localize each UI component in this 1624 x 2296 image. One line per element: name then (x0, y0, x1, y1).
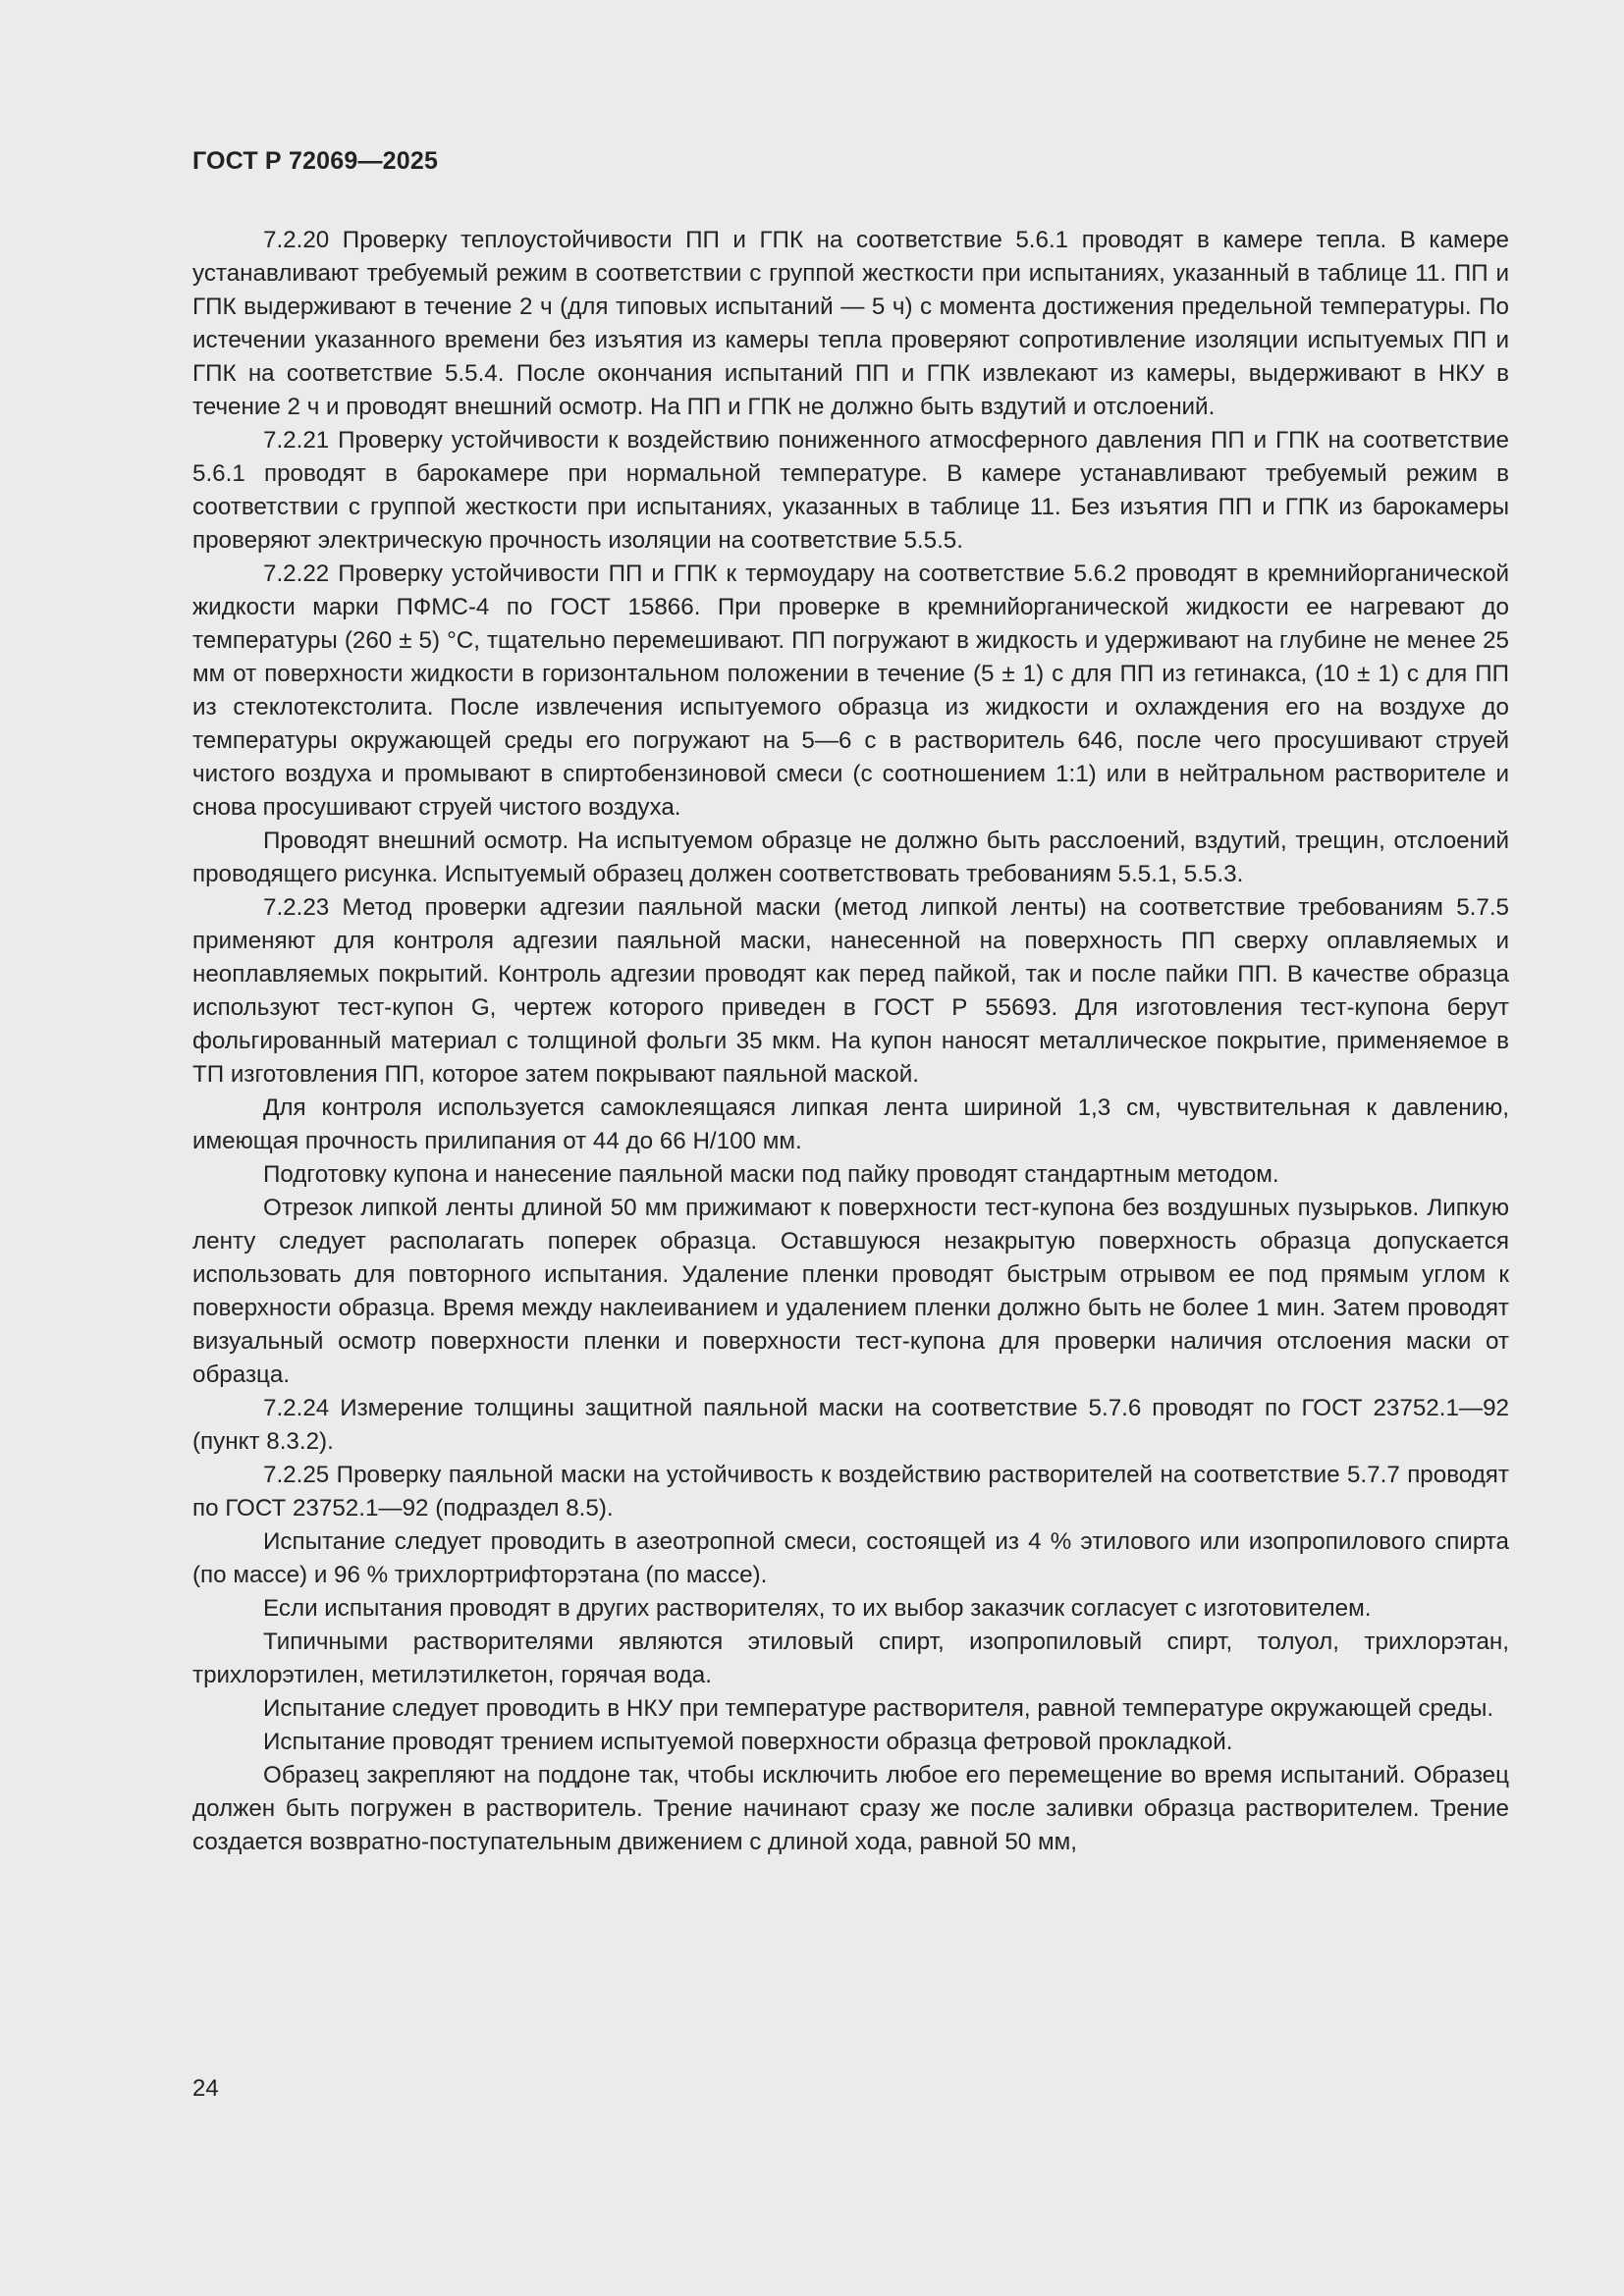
paragraph-7-2-23: 7.2.23 Метод проверки адгезии паяльной маски (метод липкой ленты) на соответствие требованиям 5.7.5 применяют для контроля адгезии паяльной маски, нанесенной на поверхность ПП сверху оплавляемых и неоплавляемых покрытий. Контроль адгезии проводят как перед пайкой, так и после пайки ПП. В качестве образца используют тест-купон G, чертеж которого приведен в ГОСТ Р 55693. Для изготовления тест-купона берут фольгированный материал с толщиной фольги 35 мкм. На купон наносят металлическое покрытие, применяемое в ТП изготовления ПП, которое затем покрывают паяльной маской. (192, 894, 1509, 1088)
paragraph-7-2-20: 7.2.20 Проверку теплоустойчивости ПП и ГПК на соответствие 5.6.1 проводят в камере тепла. В камере устанавливают требуемый режим в соответствии с группой жесткости при испытаниях, указанный в таблице 11. ПП и ГПК выдерживают в течение 2 ч (для типовых испытаний — 5 ч) с момента достижения предельной температуры. По истечении указанного времени без изъятия из камеры тепла проверяют сопротивление изоляции испытуемых ПП и ГПК на соответствие 5.5.4. После окончания испытаний ПП и ГПК извлекают из камеры, выдерживают в НКУ в течение 2 ч и проводят внешний осмотр. На ПП и ГПК не должно быть вздутий и отслоений. (192, 227, 1509, 420)
paragraph-7-2-25: 7.2.25 Проверку паяльной маски на устойчивость к воздействию растворителей на соответствие 5.7.7 проводят по ГОСТ 23752.1—92 (подраздел 8.5). (192, 1462, 1509, 1522)
paragraph-typical-solvents: Типичными растворителями являются этиловый спирт, изопропиловый спирт, толуол, трихлорэтан, трихлорэтилен, метилэтилкетон, горячая вода. (192, 1629, 1509, 1688)
paragraph-7-2-24: 7.2.24 Измерение толщины защитной паяльной маски на соответствие 5.7.6 проводят по ГОСТ 23752.1—92 (пункт 8.3.2). (192, 1395, 1509, 1455)
paragraph-coupon-preparation: Подготовку купона и нанесение паяльной маски под пайку проводят стандартным методом. (263, 1161, 1279, 1188)
document-header: ГОСТ Р 72069—2025 (192, 147, 439, 175)
paragraph-test-conditions: Испытание следует проводить в НКУ при температуре растворителя, равной температуре окружающей среды. (263, 1695, 1494, 1722)
paragraph-tape-procedure: Отрезок липкой ленты длиной 50 мм прижимают к поверхности тест-купона без воздушных пузырьков. Липкую ленту следует располагать поперек образца. Оставшуюся незакрытую поверхность образца допускается использовать для повторного испытания. Удаление пленки проводят быстрым отрывом ее под прямым углом к поверхности образца. Время между наклеиванием и удалением пленки должно быть не более 1 мин. Затем проводят визуальный осмотр поверхности пленки и поверхности тест-купона для проверки наличия отслоения маски от образца. (192, 1195, 1509, 1388)
paragraph-tape-spec: Для контроля используется самоклеящаяся липкая лента шириной 1,3 см, чувствительная к давлению, имеющая прочность прилипания от 44 до 66 Н/100 мм. (192, 1095, 1509, 1154)
paragraph-felt-rubbing: Испытание проводят трением испытуемой поверхности образца фетровой прокладкой. (263, 1729, 1233, 1755)
paragraph-7-2-22: 7.2.22 Проверку устойчивости ПП и ГПК к термоудару на соответствие 5.6.2 проводят в кремнийорганической жидкости марки ПФМС-4 по ГОСТ 15866. При проверке в кремнийорганической жидкости ее нагревают до температуры (260 ± 5) °С, тщательно перемешивают. ПП погружают в жидкость и удерживают на глубине не менее 25 мм от поверхности жидкости в горизонтальном положении в течение (5 ± 1) с для ПП из гетинакса, (10 ± 1) с для ПП из стеклотекстолита. После извлечения испытуемого образца из жидкости и охлаждения его на воздухе до температуры окружающей среды его погружают на 5—6 с в растворитель 646, после чего просушивают струей чистого воздуха и промывают в спиртобензиновой смеси (с соотношением 1:1) или в нейтральном растворителе и снова просушивают струей чистого воздуха. (192, 561, 1509, 821)
document-body (192, 224, 1509, 1859)
paragraph-other-solvents: Если испытания проводят в других растворителях, то их выбор заказчик согласует с изготовителем. (263, 1595, 1372, 1622)
paragraph-external-inspection: Проводят внешний осмотр. На испытуемом образце не должно быть расслоений, вздутий, трещин, отслоений проводящего рисунка. Испытуемый образец должен соответствовать требованиям 5.5.1, 5.5.3. (192, 828, 1509, 887)
paragraph-7-2-21: 7.2.21 Проверку устойчивости к воздействию пониженного атмосферного давления ПП и ГПК на соответствие 5.6.1 проводят в барокамере при нормальной температуре. В камере устанавливают требуемый режим в соответствии с группой жесткости при испытаниях, указанных в таблице 11. Без изъятия ПП и ГПК из барокамеры проверяют электрическую прочность изоляции на соответствие 5.5.5. (192, 427, 1509, 554)
page-number: 24 (192, 2075, 219, 2102)
paragraph-sample-mounting: Образец закрепляют на поддоне так, чтобы исключить любое его перемещение во время испытаний. Образец должен быть погружен в растворитель. Трение начинают сразу же после заливки образца растворителем. Трение создается возвратно-поступательным движением с длиной хода, равной 50 мм, (192, 1762, 1509, 1855)
paragraph-azeotropic-mixture: Испытание следует проводить в азеотропной смеси, состоящей из 4 % этилового или изопропилового спирта (по массе) и 96 % трихлортрифторэтана (по массе). (192, 1528, 1509, 1588)
